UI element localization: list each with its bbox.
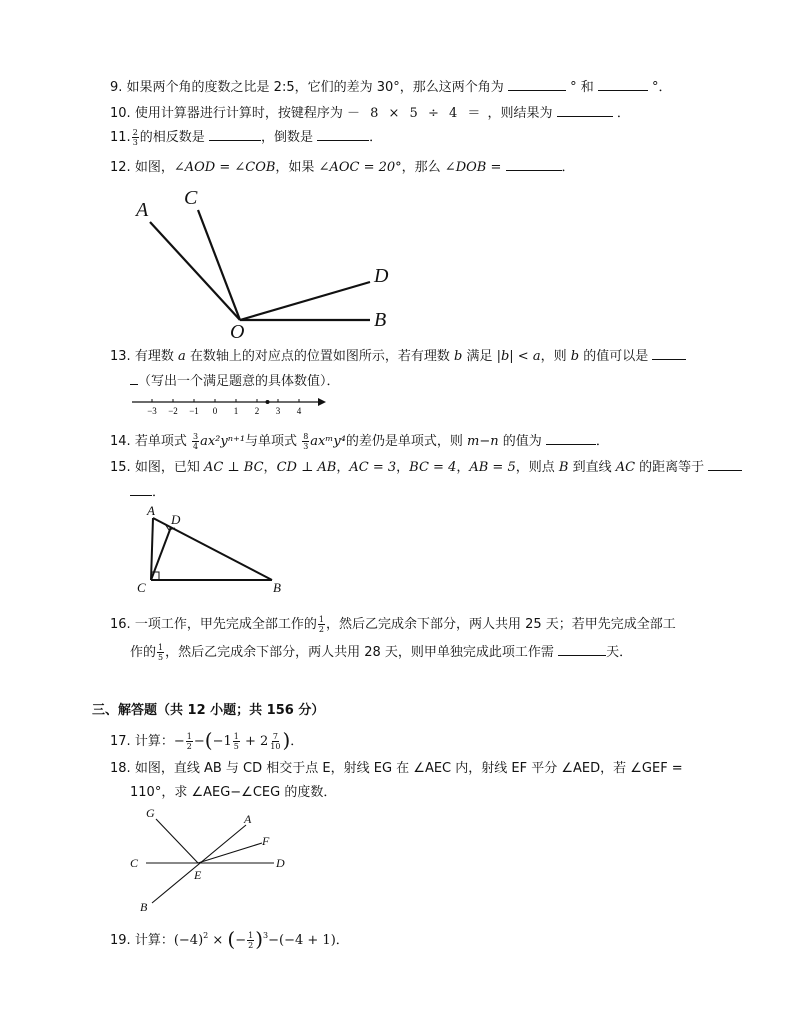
- math-expression: − $\frac{1}{2}$ −(−1 $\frac{1}{5}$ + 2 $\frac{7}{10}$ ): [173, 728, 291, 752]
- label-D: D: [171, 512, 181, 527]
- label-B: B: [140, 900, 148, 914]
- key-sequence: － 8 × 5 ÷ 4 ＝: [346, 106, 484, 121]
- label-A: A: [244, 812, 252, 826]
- label-E: E: [194, 868, 202, 882]
- tick-label: 2: [254, 406, 260, 416]
- question-18-line2: 110°，求 ∠AEG−∠CEG 的度数．: [130, 785, 337, 800]
- lines-figure: [128, 805, 298, 915]
- fraction: $\frac{1}{2}$: [318, 615, 324, 634]
- question-number: 18.: [110, 761, 131, 776]
- fraction: $\frac{2}{3}$: [132, 128, 138, 147]
- tick-label: 4: [296, 406, 302, 416]
- question-number: 19.: [110, 933, 131, 948]
- label-B: B: [374, 309, 387, 331]
- question-10: 10. 使用计算器进行计算时，按键程序为 － 8 × 5 ÷ 4 ＝ ，则结果为 ．: [110, 106, 630, 121]
- point-a: [266, 400, 270, 404]
- label-D: D: [374, 265, 389, 287]
- angle-figure: [130, 180, 400, 340]
- label-C: C: [137, 580, 146, 595]
- fraction: $\frac{1}{5}$: [158, 643, 164, 662]
- question-number: 12.: [110, 160, 131, 175]
- answer-blank: [506, 158, 562, 171]
- question-11: 11. $\frac{2}{3}$ 的相反数是 ，倒数是 ．: [110, 128, 383, 147]
- arrow-icon: [318, 398, 326, 406]
- question-number: 9.: [110, 80, 123, 95]
- math-expression: $(-4)^2$ × (− $\frac{1}{2}$ )$^3$−(−4 + 1): [173, 927, 336, 951]
- question-12: 12. 如图，∠AOD = ∠COB，如果 ∠AOC = 20°，那么 ∠DOB = ．: [110, 160, 575, 175]
- label-C: C: [184, 187, 198, 209]
- question-9: 9. 如果两个角的度数之比是 2:5，它们的差为 30°，那么这两个角为 ° 和 °．: [110, 80, 672, 95]
- question-19: 19. 计算：$(-4)^2$ × (− $\frac{1}{2}$ )$^3$−(−4 + 1)．: [110, 927, 349, 951]
- answer-blank: [652, 347, 686, 360]
- label-O: O: [230, 321, 245, 340]
- answer-blank: [557, 104, 613, 117]
- question-15-line2: ．: [130, 483, 165, 502]
- answer-blank: [558, 643, 606, 656]
- label-A: A: [136, 199, 149, 221]
- triangle-figure: [135, 500, 295, 600]
- question-15: 15. 如图，已知 AC ⊥ BC，CD ⊥ AB，AC = 3，BC = 4，AB = 5，则点 B 到直线 AC 的距离等于: [110, 458, 742, 477]
- answer-blank: [317, 128, 369, 141]
- label-D: D: [276, 856, 285, 870]
- answer-blank: [508, 78, 566, 91]
- question-16: 16. 一项工作，甲先完成全部工作的 $\frac{1}{2}$ ，然后乙完成余下部分，两人共用 25 天；若甲先完成全部工: [110, 615, 676, 634]
- label-G: G: [146, 806, 155, 820]
- section-heading: 三、解答题（共 12 小题；共 156 分）: [92, 703, 325, 718]
- label-C: C: [130, 856, 139, 870]
- question-number: 15.: [110, 460, 131, 475]
- answer-blank: [598, 78, 648, 91]
- question-16-line2: 作的 $\frac{1}{5}$ ，然后乙完成余下部分，两人共用 28 天，则甲单独完成此项工作需 天．: [130, 643, 633, 662]
- question-14: 14. 若单项式 $\frac{3}{4}$ ax²yⁿ⁺¹与单项式 $\frac{8}{3}$ axᵐy⁴的差仍是单项式，则 m−n 的值为 ．: [110, 432, 609, 451]
- question-17: 17. 计算：− $\frac{1}{2}$ −(−1 $\frac{1}{5}$ + 2 $\frac{7}{10}$ )．: [110, 728, 304, 752]
- answer-blank: [130, 483, 152, 496]
- tick-label: 0: [212, 406, 218, 416]
- question-number: 17.: [110, 734, 131, 749]
- fraction: $\frac{8}{3}$: [303, 432, 309, 451]
- question-13-line2: （写出一个满足题意的具体数值）．: [130, 372, 340, 391]
- tick-label: 3: [275, 406, 281, 416]
- tick-label: −3: [147, 406, 157, 416]
- number-line: [130, 392, 330, 418]
- label-B: B: [273, 580, 281, 595]
- question-number: 11.: [110, 130, 131, 145]
- label-A: A: [147, 503, 155, 518]
- tick-label: −2: [168, 406, 178, 416]
- tick-label: −1: [189, 406, 199, 416]
- question-number: 13.: [110, 349, 131, 364]
- answer-blank: [708, 458, 742, 471]
- answer-blank: [130, 372, 138, 385]
- question-number: 10.: [110, 106, 131, 121]
- question-13: 13. 有理数 a 在数轴上的对应点的位置如图所示，若有理数 b 满足 |b| < a，则 b 的值可以是: [110, 347, 686, 366]
- question-text: 使用计算器进行计算时，按键程序为: [134, 106, 343, 121]
- tick-label: 1: [233, 406, 239, 416]
- question-number: 16.: [110, 617, 131, 632]
- answer-blank: [546, 432, 596, 445]
- question-18: 18. 如图，直线 AB 与 CD 相交于点 E，射线 EG 在 ∠AEC 内，射线 EF 平分 ∠AED，若 ∠GEF =: [110, 761, 683, 776]
- answer-blank: [209, 128, 261, 141]
- question-number: 14.: [110, 434, 131, 449]
- fraction: $\frac{3}{4}$: [192, 432, 199, 451]
- label-F: F: [262, 834, 270, 848]
- question-text: 如果两个角的度数之比是 2:5，它们的差为 30°，那么这两个角为: [126, 80, 504, 95]
